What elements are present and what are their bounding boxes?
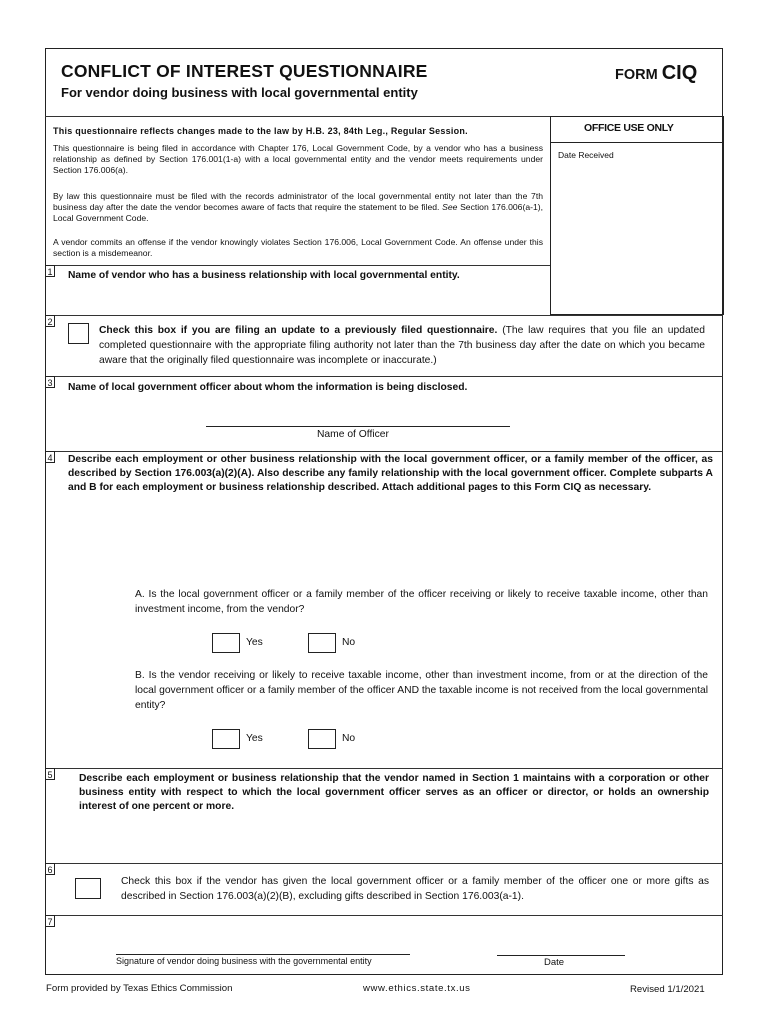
form-code: CIQ: [661, 62, 698, 84]
section-1-label: Name of vendor who has a business relationship with local governmental entity.: [68, 270, 460, 281]
section-6-number: 6: [45, 863, 55, 875]
office-use-title: OFFICE USE ONLY: [584, 122, 674, 134]
section-5-label: Describe each employment or business relationship that the vendor named in Section 1 maintains with a corporation or other business entity with respect to which the local government officer serves as an officer or director, or holds an ownership interest of one percent or more.: [79, 773, 709, 812]
footer-revised: Revised 1/1/2021: [630, 984, 705, 995]
section-3-top-line: [45, 376, 723, 377]
header-divider: [45, 116, 550, 117]
section-1-number: 1: [45, 265, 55, 277]
section-4-label: Describe each employment or other business relationship with the local government officer, or a family member of the officer, as described by Section 176.003(a)(2)(A). Also describe any family relationship with the local government officer. Complete subparts A and B for each employment or business relationship described. Attach additional pages to this Form CIQ as necessary.: [68, 454, 713, 493]
section-7-number: 7: [45, 915, 55, 927]
date-line[interactable]: [497, 955, 625, 956]
section-2-text: [99, 323, 705, 368]
question-a-no-checkbox[interactable]: [308, 633, 336, 653]
form-word: FORM: [615, 67, 658, 83]
vendor-name-field[interactable]: [62, 286, 548, 314]
section-3-number: 3: [45, 376, 55, 388]
section-4-top-line: [45, 451, 723, 452]
section-5-description-area[interactable]: [79, 818, 709, 860]
office-use-box: [550, 116, 724, 315]
intro-paragraph-3: A vendor commits an offense if the vendor knowingly violates Section 176.006, Local Government Code. An offense under this section is a misdemeanor.: [53, 237, 543, 258]
question-a-no-label: No: [342, 637, 356, 648]
question-b-yes-label: Yes: [246, 733, 263, 744]
question-a-yes-label: Yes: [246, 637, 263, 648]
section-6-top-line: [45, 863, 723, 864]
intro-see: See: [442, 202, 458, 212]
section-2-top-line: [45, 315, 723, 316]
section-5-number: 5: [45, 768, 55, 780]
intro-paragraph-2-main: By law this questionnaire must be filed with the records administrator of the local governmental entity not later than the 7th business day after the date the vendor becomes aware of facts that require the statement to be filed.: [53, 191, 543, 212]
section-4-number: 4: [45, 451, 55, 463]
date-received-label: Date Received: [558, 150, 614, 160]
section-2-label-bold: Check this box if you are filing an update to a previously filed questionnaire.: [99, 325, 498, 336]
section-3-label: Name of local government officer about whom the information is being disclosed.: [68, 382, 468, 393]
office-use-divider: [550, 142, 724, 143]
signature-line[interactable]: [116, 954, 410, 955]
question-b: B. Is the vendor receiving or likely to receive taxable income, other than investment income, from or at the direction of the local government officer or a family member of the officer AND the taxable income is not received from the local governmental entity?: [135, 670, 708, 711]
footer-provider: Form provided by Texas Ethics Commission: [46, 983, 233, 994]
signature-caption: Signature of vendor doing business with the governmental entity: [116, 956, 372, 966]
officer-name-caption: Name of Officer: [317, 429, 389, 440]
section-7-top-line: [45, 915, 723, 916]
question-b-no-label: No: [342, 733, 356, 744]
date-caption: Date: [544, 957, 565, 968]
question-b-yes-checkbox[interactable]: [212, 729, 240, 749]
law-note: This questionnaire reflects changes made to the law by H.B. 23, 84th Leg., Regular Session.: [53, 126, 468, 136]
form-code-label: [615, 62, 697, 85]
update-filing-checkbox[interactable]: [68, 323, 89, 344]
intro-paragraph-1: This questionnaire is being filed in accordance with Chapter 176, Local Government Code, by a vendor who has a business relationship as defined by Section 176.001(1-a) with a local governmental entity and the vendor meets requirements under Section 176.006(a).: [53, 143, 543, 175]
section-2-number: 2: [45, 315, 55, 327]
form-title: CONFLICT OF INTEREST QUESTIONNAIRE: [61, 61, 428, 81]
gifts-checkbox[interactable]: [75, 878, 101, 899]
question-a: A. Is the local government officer or a family member of the officer receiving or likely to receive taxable income, other than investment income, from the vendor?: [135, 589, 708, 615]
question-a-yes-checkbox[interactable]: [212, 633, 240, 653]
form-subtitle: For vendor doing business with local governmental entity: [61, 85, 418, 100]
officer-name-line[interactable]: [206, 426, 510, 427]
section-4-description-area[interactable]: [68, 516, 713, 584]
section-1-top-line: [45, 265, 550, 266]
intro-paragraph-2: [53, 191, 543, 224]
footer-website[interactable]: www.ethics.state.tx.us: [363, 983, 471, 994]
section-6-label: Check this box if the vendor has given the local government officer or a family member of the officer one or more gifts as described in Section 176.003(a)(2)(B), excluding gifts described in Section 176.003(a-1).: [121, 876, 709, 902]
intro-paragraph-2-ref: Section 176.006(a-1), Local Government Code.: [53, 202, 543, 223]
section-2-label-rest: (The law requires that you file an updated completed questionnaire with the appropriate filing authority not later than the 7th business day after the date on which you became aware that the originally filed questionnaire was incomplete or inaccurate.): [99, 325, 705, 366]
question-b-no-checkbox[interactable]: [308, 729, 336, 749]
section-5-top-line: [45, 768, 723, 769]
